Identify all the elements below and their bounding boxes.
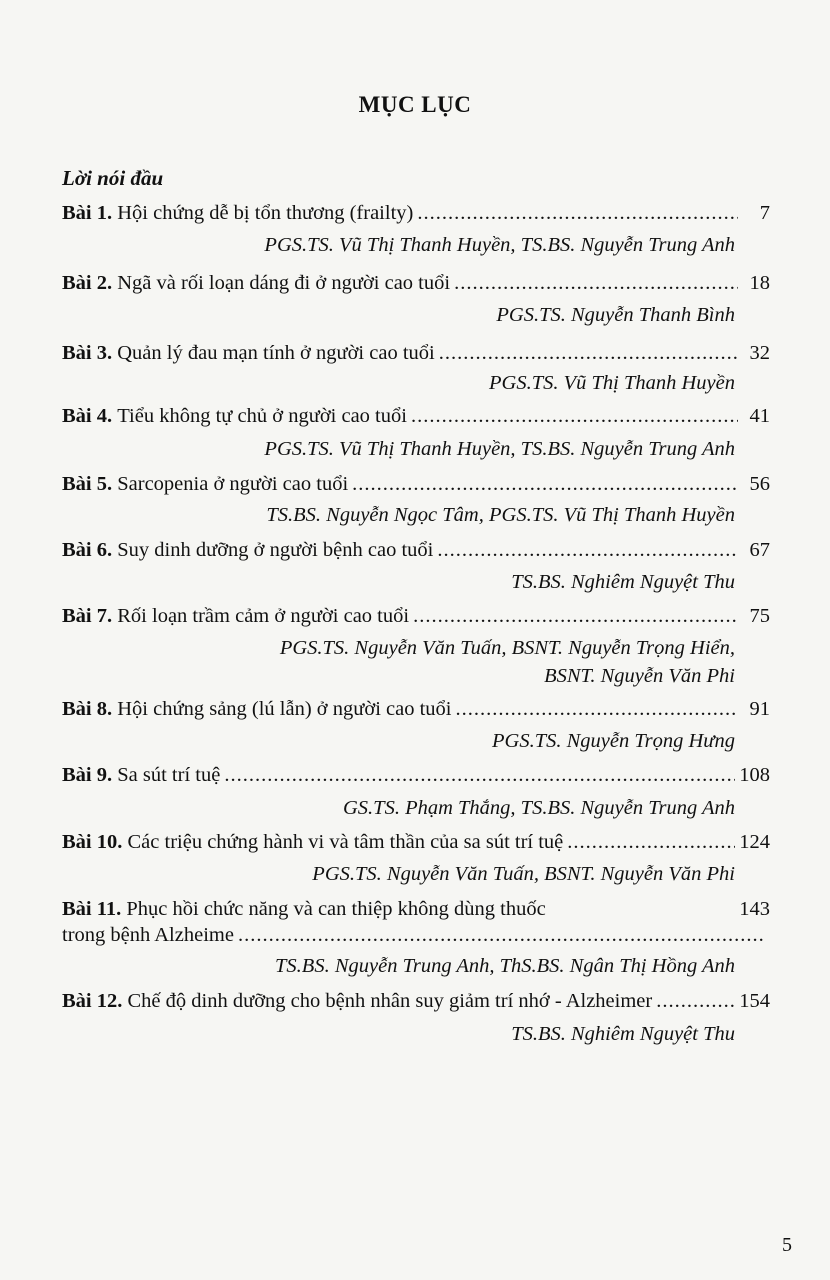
- leader-dots: [567, 829, 735, 855]
- entry-label: Bài 10.: [62, 831, 123, 853]
- entry-label: Bài 3.: [62, 342, 113, 364]
- entry-title: Chế độ dinh dưỡng cho bệnh nhân suy giảm trí nhớ - Alzheimer: [127, 990, 653, 1012]
- entry-page: 143: [739, 898, 770, 920]
- entry-authors: PGS.TS. Nguyễn Trọng Hưng: [492, 730, 735, 752]
- entry-title: Sa sút trí tuệ: [117, 764, 221, 786]
- toc-entry-8[interactable]: [62, 696, 770, 722]
- entry-label: Bài 6.: [62, 539, 113, 561]
- toc-entry-6[interactable]: [62, 537, 770, 563]
- entry-title: Ngã và rối loạn dáng đi ở người cao tuổi: [117, 272, 451, 294]
- entry-page: 91: [749, 698, 770, 720]
- entry-page: 56: [749, 473, 770, 495]
- entry-page: 67: [749, 539, 770, 561]
- entry-title: Quản lý đau mạn tính ở người cao tuổi: [117, 342, 435, 364]
- entry-title: Hội chứng sảng (lú lẫn) ở người cao tuổi: [117, 698, 452, 720]
- entry-label: Bài 8.: [62, 698, 113, 720]
- entry-authors: PGS.TS. Vũ Thị Thanh Huyền: [489, 372, 735, 394]
- leader-dots: [454, 270, 738, 296]
- entry-page: 7: [759, 202, 770, 224]
- entry-title: Phục hồi chức năng và can thiệp không dùng thuốc: [126, 898, 546, 920]
- page-title: MỤC LỤC: [358, 92, 472, 117]
- toc-entry-2[interactable]: [62, 270, 770, 296]
- entry-authors: GS.TS. Phạm Thắng, TS.BS. Nguyễn Trung Anh: [342, 797, 735, 819]
- entry-label: Bài 2.: [62, 272, 113, 294]
- leader-dots: [411, 403, 738, 429]
- leader-dots: [413, 603, 738, 629]
- entry-authors: PGS.TS. Nguyễn Văn Tuấn, BSNT. Nguyễn Trọng Hiển,: [279, 637, 735, 659]
- entry-authors: TS.BS. Nguyễn Trung Anh, ThS.BS. Ngân Thị Hồng Anh: [275, 955, 735, 977]
- entry-title: Rối loạn trầm cảm ở người cao tuổi: [117, 605, 410, 627]
- entry-authors: PGS.TS. Nguyễn Thanh Bình: [496, 304, 735, 326]
- toc-entry-11[interactable]: [62, 896, 770, 948]
- entry-page: 32: [749, 342, 770, 364]
- entry-page: 75: [749, 605, 770, 627]
- entry-title-line2: trong bệnh Alzheime: [62, 924, 234, 946]
- toc-entry-3[interactable]: [62, 340, 770, 366]
- entry-page: 154: [739, 990, 770, 1012]
- entry-authors: PGS.TS. Vũ Thị Thanh Huyền, TS.BS. Nguyễn Trung Anh: [264, 234, 735, 256]
- entry-title: Các triệu chứng hành vi và tâm thần của sa sút trí tuệ: [127, 831, 564, 853]
- toc-entry-1[interactable]: [62, 200, 770, 226]
- leader-dots: [656, 988, 735, 1014]
- toc-entry-9[interactable]: [62, 762, 770, 788]
- entry-label: Bài 12.: [62, 990, 123, 1012]
- entry-label: Bài 9.: [62, 764, 113, 786]
- toc-entry-4[interactable]: [62, 403, 770, 429]
- leader-dots: [238, 922, 766, 948]
- toc-entry-5[interactable]: [62, 471, 770, 497]
- entry-authors: TS.BS. Nguyễn Ngọc Tâm, PGS.TS. Vũ Thị Thanh Huyền: [266, 504, 735, 526]
- toc-entry-10[interactable]: [62, 829, 770, 855]
- entry-authors: PGS.TS. Vũ Thị Thanh Huyền, TS.BS. Nguyễn Trung Anh: [264, 438, 735, 460]
- entry-page: 124: [739, 831, 770, 853]
- entry-authors: PGS.TS. Nguyễn Văn Tuấn, BSNT. Nguyễn Văn Phi: [312, 863, 735, 885]
- entry-label: Bài 11.: [62, 898, 122, 920]
- page-number: 5: [782, 1234, 792, 1256]
- preface-link[interactable]: Lời nói đầu: [62, 166, 164, 190]
- entry-page: 41: [749, 405, 770, 427]
- entry-page: 108: [739, 764, 770, 786]
- leader-dots: [437, 537, 738, 563]
- toc-entry-12[interactable]: [62, 988, 770, 1014]
- entry-label: Bài 4.: [62, 405, 113, 427]
- entry-authors: TS.BS. Nghiêm Nguyệt Thu: [511, 571, 735, 593]
- entry-page: 18: [749, 272, 770, 294]
- entry-authors: TS.BS. Nghiêm Nguyệt Thu: [511, 1023, 735, 1045]
- entry-authors-line2: BSNT. Nguyễn Văn Phi: [544, 665, 735, 687]
- leader-dots: [417, 200, 738, 226]
- entry-title: Sarcopenia ở người cao tuổi: [117, 473, 349, 495]
- entry-title: Hội chứng dễ bị tổn thương (frailty): [117, 202, 414, 224]
- entry-title: Suy dinh dưỡng ở người bệnh cao tuổi: [117, 539, 434, 561]
- leader-dots: [439, 340, 738, 366]
- entry-label: Bài 7.: [62, 605, 113, 627]
- entry-title: Tiểu không tự chủ ở người cao tuổi: [117, 405, 407, 427]
- entry-label: Bài 1.: [62, 202, 113, 224]
- leader-dots: [224, 762, 735, 788]
- entry-label: Bài 5.: [62, 473, 113, 495]
- leader-dots: [456, 696, 738, 722]
- leader-dots: [352, 471, 738, 497]
- toc-entry-7[interactable]: [62, 603, 770, 629]
